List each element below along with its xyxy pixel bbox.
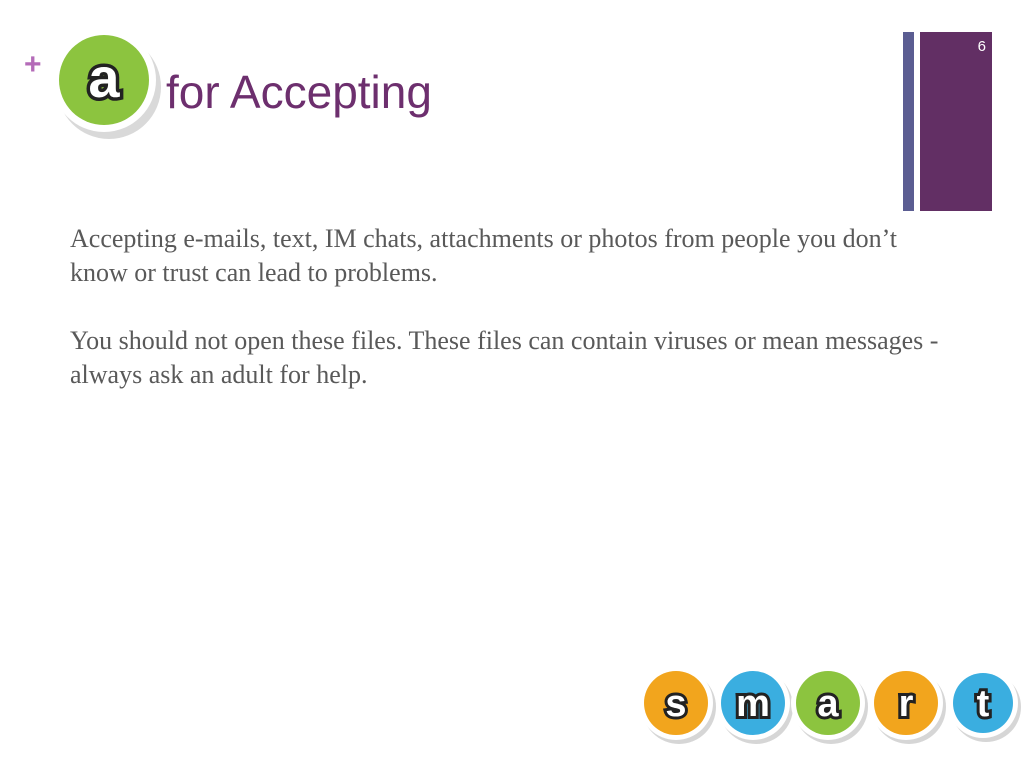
body-paragraph-1: Accepting e-mails, text, IM chats, attachments or photos from people you don’t know or trust can lead to problems. xyxy=(70,224,897,287)
badge-letter: a xyxy=(88,46,120,109)
svg-text:m: m xyxy=(736,683,770,725)
body-text xyxy=(70,222,940,426)
smart-logo-letter-a-icon xyxy=(791,666,868,744)
slide-title: for Accepting xyxy=(166,66,432,118)
svg-text:s: s xyxy=(665,683,687,725)
accent-bar-thin xyxy=(903,32,914,211)
plus-icon: + xyxy=(24,48,42,81)
smart-logo-letter-t-icon xyxy=(948,668,1021,742)
accent-bar-wide xyxy=(920,32,992,211)
smart-logo-letter-m-icon xyxy=(716,666,793,744)
smart-logo-letter-s-icon xyxy=(639,666,716,744)
smart-logo-letter-r-icon xyxy=(869,666,946,744)
svg-text:r: r xyxy=(898,683,914,725)
smart-logo xyxy=(638,664,1022,746)
body-paragraph-2: You should not open these files. These files can contain viruses or mean messages - always ask an adult for help. xyxy=(70,326,939,389)
page-number: 6 xyxy=(977,38,986,55)
svg-text:t: t xyxy=(976,683,990,725)
svg-text:a: a xyxy=(817,683,839,725)
letter-a-badge-icon xyxy=(46,24,168,142)
